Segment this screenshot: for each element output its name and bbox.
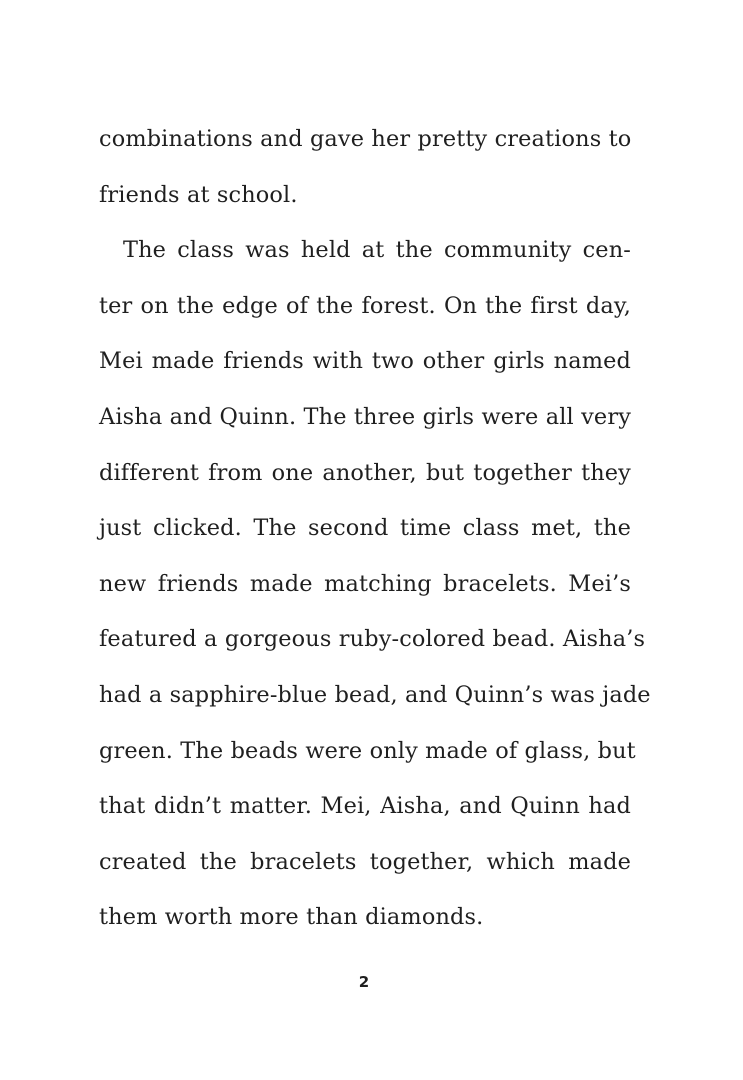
- text-line: green. The beads were only made of glass, but: [99, 737, 636, 764]
- text-line: Aisha and Quinn. The three girls were all very: [99, 403, 631, 430]
- text-line: created the bracelets together, which made: [99, 848, 631, 875]
- text-line: combinations and gave her pretty creations to: [99, 126, 632, 152]
- text-line: new friends made matching bracelets. Mei’s: [99, 570, 631, 597]
- text-line: The class was held at the community cen-: [123, 237, 631, 264]
- text-line: friends at school.: [99, 181, 298, 208]
- text-line: Mei made friends with two other girls named: [99, 348, 631, 375]
- body-text: [99, 112, 651, 946]
- page-number: 2: [358, 973, 370, 991]
- text-line: that didn’t matter. Mei, Aisha, and Quinn had: [99, 793, 631, 820]
- text-line: ter on the edge of the forest. On the first day,: [99, 292, 631, 319]
- text-line: featured a gorgeous ruby-colored bead. Aisha’s: [99, 626, 646, 653]
- text-line: just clicked. The second time class met, the: [99, 515, 631, 542]
- text-line: had a sapphire-blue bead, and Quinn’s was jade: [99, 681, 651, 708]
- text-line: different from one another, but together they: [99, 459, 631, 486]
- text-line: them worth more than diamonds.: [99, 904, 484, 931]
